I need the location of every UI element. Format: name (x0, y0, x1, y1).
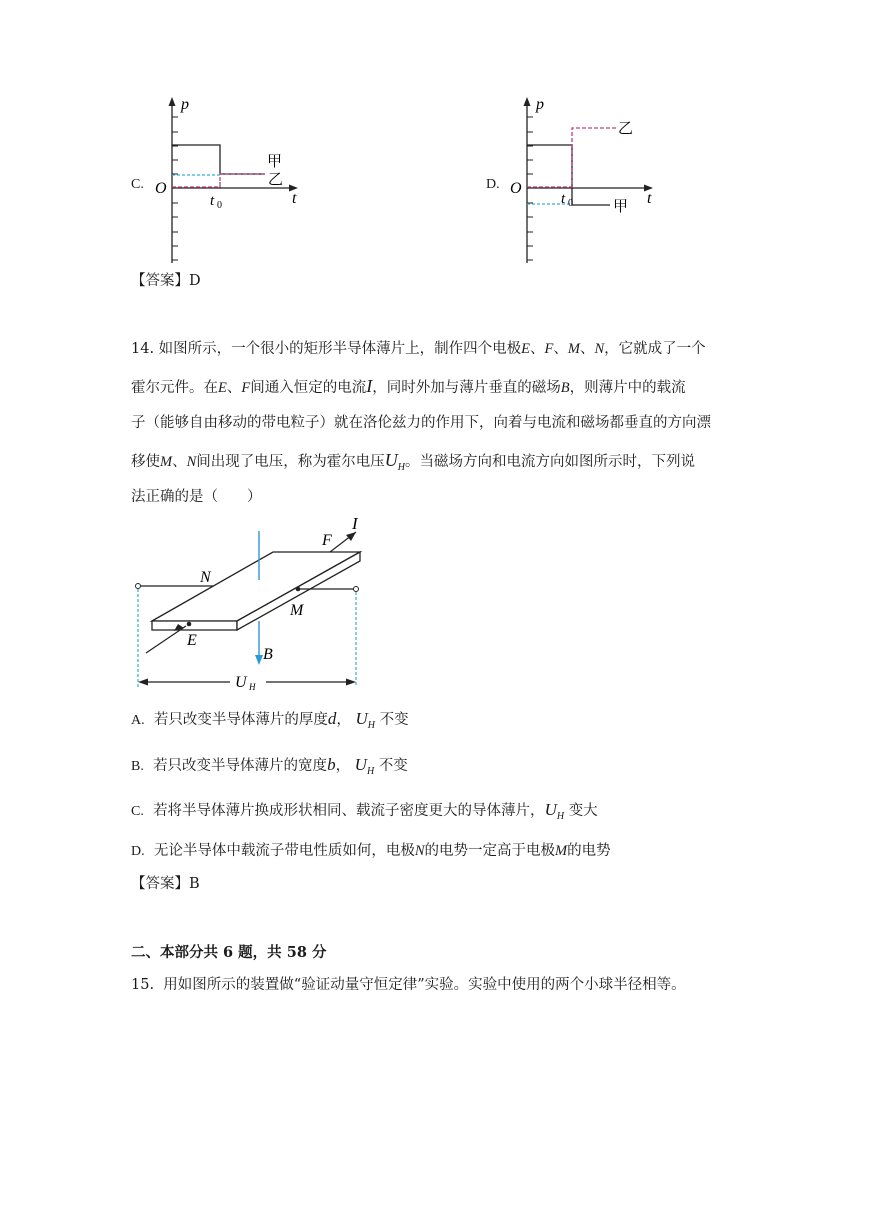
var-m: M (567, 341, 580, 357)
jia-curve (527, 145, 610, 205)
e-electrode (187, 622, 192, 627)
option-text: 变大 (568, 803, 598, 819)
jia-curve (172, 145, 265, 174)
option-c-label: C. (131, 177, 144, 192)
q14-line-4 (131, 450, 695, 478)
var-u-sub: H (367, 719, 375, 731)
var-m: M (555, 843, 568, 859)
jia-label: 甲 (267, 154, 283, 170)
var-u: U (355, 709, 368, 728)
var-i: I (366, 376, 373, 396)
var-m: M (160, 454, 173, 470)
b-label: B (263, 646, 273, 663)
var-n: N (594, 341, 605, 357)
t-label: t (292, 190, 297, 207)
q14-text: 间出现了电压，称为霍尔电压 (196, 454, 385, 470)
var-u: U (384, 450, 398, 470)
var-e: E (218, 380, 227, 396)
origin-label: O (155, 180, 167, 197)
n-terminal (136, 584, 141, 589)
q14-text: 。当磁场方向和电流方向如图所示时，下列说 (405, 454, 695, 470)
q15-number: 15. (131, 977, 155, 993)
t0-label: t (210, 193, 215, 209)
sep: 、 (553, 341, 568, 357)
hall-element-figure (130, 515, 370, 695)
sep: 、 (579, 341, 595, 357)
option-d-graph (505, 95, 665, 270)
yi-label: 乙 (618, 121, 634, 137)
q15-text: 用如图所示的装置做“验证动量守恒定律”实验。实验中使用的两个小球半径相等。 (163, 977, 686, 993)
uh-arrow-right (346, 679, 356, 686)
p-axis-arrow (169, 97, 176, 106)
option-text: 若将半导体薄片换成形状相同、载流子密度更大的导体薄片， (153, 803, 545, 819)
option-text: 不变 (379, 712, 409, 728)
option-label: D. (131, 844, 145, 859)
var-n: N (414, 843, 425, 859)
q14-text: ，则薄片中的载流 (569, 380, 686, 396)
var-n: N (186, 454, 197, 470)
var-u-sub: H (397, 461, 405, 473)
i-label: I (352, 515, 358, 533)
option-label: B. (131, 759, 144, 774)
option-d-label: D. (486, 177, 500, 192)
p-label: p (181, 96, 189, 113)
jia-label: 甲 (613, 199, 629, 215)
origin-label: O (510, 180, 522, 197)
var-u: U (354, 755, 367, 774)
q14-option-a (131, 709, 409, 736)
option-text: ， (335, 758, 351, 774)
e-label: E (187, 632, 197, 649)
q14-line-3: 子（能够自由移动的带电粒子）就在洛伦兹力的作用下，向着与电流和磁场都垂直的方向漂 (131, 415, 711, 431)
option-text: 无论半导体中载流子带电性质如何，电极 (153, 843, 415, 859)
t0-subscript: 0 (217, 200, 222, 211)
q14-line-5: 法正确的是（ ） (131, 489, 262, 505)
m-terminal (354, 587, 359, 592)
t0-label: t (561, 191, 566, 207)
m-label: M (290, 602, 304, 619)
option-label: C. (131, 804, 144, 819)
plate-front (152, 621, 237, 630)
var-u-sub: H (556, 810, 565, 822)
sep: 、 (530, 341, 545, 357)
q14-text: ，它就成了一个 (604, 341, 706, 357)
var-f: F (241, 380, 251, 396)
q14-text: ，同时外加与薄片垂直的磁场 (372, 380, 561, 396)
f-label: F (322, 532, 332, 549)
q13-answer: 【答案】D (131, 273, 201, 289)
option-text: 的电势一定高于电极 (424, 843, 556, 859)
option-text: 的电势 (567, 843, 611, 859)
var-f: F (544, 341, 554, 357)
option-text: 若只改变半导体薄片的厚度 (153, 712, 328, 728)
sep: 、 (172, 454, 187, 470)
t-label: t (647, 190, 652, 207)
uh-arrow-left (138, 679, 148, 686)
var-u-sub: H (366, 765, 375, 777)
sep: 、 (226, 380, 242, 396)
uh-sub-label: H (249, 682, 256, 692)
q14-answer: 【答案】B (131, 876, 200, 892)
section-2-heading: 二、本部分共 6 题，共 58 分 (131, 944, 327, 961)
var-b: B (560, 380, 570, 396)
yi-label: 乙 (268, 172, 284, 188)
q14-text: 如图所示，一个很小的矩形半导体薄片上，制作四个电极 (158, 341, 522, 357)
q15-line-1 (131, 975, 686, 995)
t0-subscript: 0 (568, 198, 573, 209)
q14-line-2 (131, 376, 686, 398)
option-text: 不变 (378, 758, 408, 774)
p-axis-arrow (524, 97, 531, 106)
q14-option-c (131, 800, 598, 827)
b-field-arrow (255, 655, 263, 665)
current-out-arrow (346, 532, 356, 541)
var-d: d (327, 709, 337, 728)
option-label: A. (131, 713, 145, 728)
q14-text: 移使 (131, 454, 160, 470)
uh-label: U (235, 674, 247, 691)
m-electrode (296, 587, 301, 592)
q14-number: 14. (131, 341, 155, 357)
q14-option-d (131, 841, 611, 862)
option-c-graph (150, 95, 305, 270)
q14-text: 间通入恒定的电流 (250, 380, 367, 396)
var-u: U (544, 800, 557, 819)
option-text: ， (336, 712, 351, 728)
var-b: b (327, 755, 336, 774)
n-label: N (200, 569, 211, 586)
q14-option-b (131, 755, 408, 782)
var-e: E (521, 341, 531, 357)
p-label: p (536, 96, 544, 113)
option-text: 若只改变半导体薄片的宽度 (153, 758, 328, 774)
q14-line-1 (131, 339, 706, 359)
q14-text: 霍尔元件。在 (131, 380, 218, 396)
yi-curve (172, 174, 265, 187)
